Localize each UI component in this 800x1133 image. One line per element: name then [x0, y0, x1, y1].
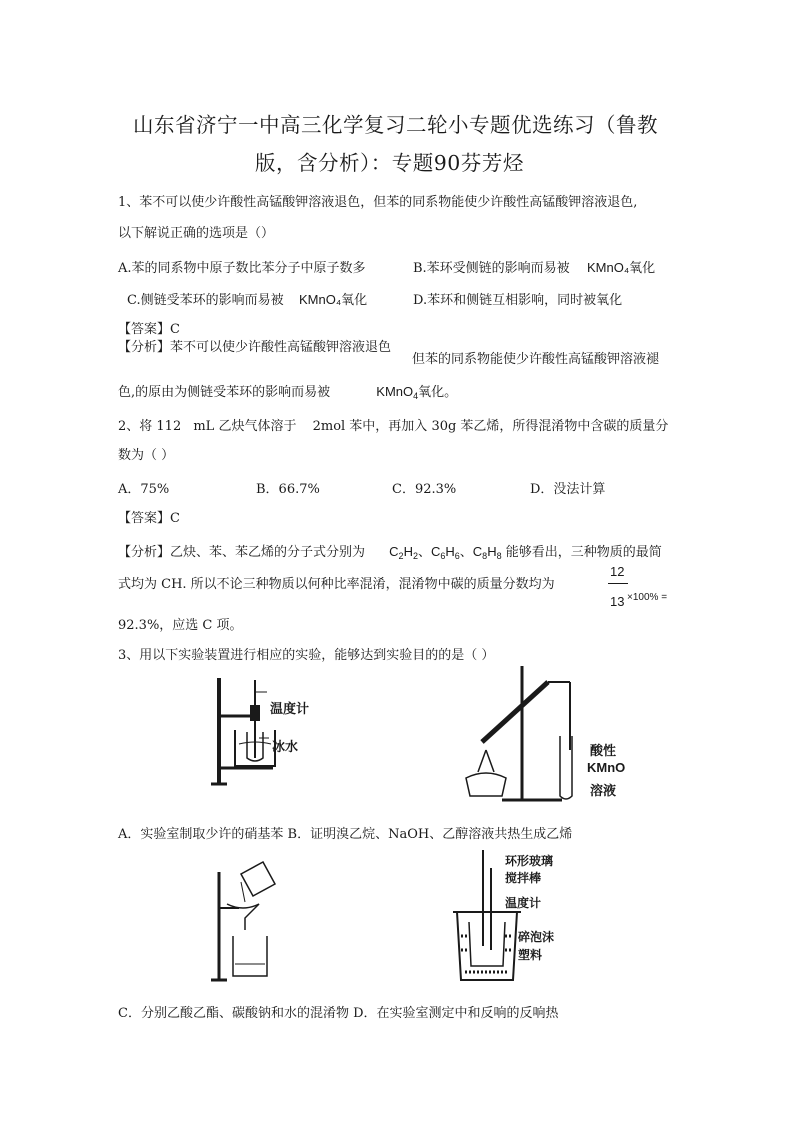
q2-stem-part2: mL 乙炔气体溶于 — [193, 419, 297, 434]
q1-option-c: C.侧链受苯环的影响而易被 — [127, 293, 284, 308]
q2-analysis-text-right: 能够看出，三种物质的最简 — [505, 545, 662, 560]
fraction-tail: ×100% = — [627, 592, 668, 603]
figure-b-label-kmno: KMnO — [587, 760, 626, 775]
q1-analysis-subscript: 4 — [413, 391, 419, 401]
delivery-tube — [482, 682, 548, 742]
figure-b-label-solution: 溶液 — [590, 783, 617, 798]
figure-b-label-acidic: 酸性 — [590, 743, 617, 758]
q2-analysis-text: 【分析】乙炔、苯、苯乙烯的分子式分别为 — [118, 545, 366, 560]
fraction-numerator: 12 — [610, 564, 625, 579]
q2-stem-part3: 2mol 苯中，再加入 30g 苯乙烯，所得混淆物中含碳的质量分 — [312, 419, 669, 434]
page-title-line2: 版，含分析）：专题90芬芳烃 — [255, 151, 524, 175]
q1-analysis-kmno: KMnO — [376, 384, 414, 399]
fraction-denominator: 13 — [610, 594, 625, 609]
q2-formulas: $C_2H_2$、$C_6H_6$、$C_8H_8$ — [389, 544, 502, 561]
figure-a-apparatus — [205, 672, 335, 792]
figure-b-apparatus — [462, 660, 592, 806]
alcohol-lamp — [466, 773, 506, 796]
inner-beaker — [469, 922, 505, 966]
q1-analysis-line1-right: 但苯的同系物能使少许酸性高锰酸钾溶液褪 — [412, 352, 660, 367]
caption-ab: A．实验室制取少许的硝基苯 B．证明溴乙烷、NaOH、乙醇溶液共热生成乙烯 — [118, 827, 573, 842]
q1-stem-line2: 以下解说正确的选项是（） — [118, 226, 275, 241]
q2-analysis-line3: 92.3%，应选 C 项。 — [118, 618, 243, 633]
q2-analysis-line1 — [118, 541, 662, 561]
figure-a-label-ice-water: 冰水 — [272, 739, 299, 754]
q2-option-b: B．66.7% — [256, 482, 320, 497]
q1-answer: 【答案】C — [118, 322, 180, 337]
q1-option-b-kmno4: KMnO₄氧化 — [587, 260, 656, 275]
fraction-bar — [608, 583, 628, 584]
q1-analysis-line2 — [118, 381, 457, 401]
q1-analysis-tail: 氧化。 — [418, 385, 458, 400]
outer-beaker — [457, 912, 517, 980]
figure-d-label-thermometer: 温度计 — [505, 896, 542, 910]
q2-stem-line1 — [118, 415, 668, 434]
q2-analysis-line2: 式均为 CH. 所以不论三种物质以何种比率混淆，混淆物中碳的质量分数均为 — [118, 577, 555, 592]
q3-stem: 3、用以下实验装置进行相应的实验，能够达到实验目的的是（ ） — [118, 648, 495, 663]
q2-option-c: C．92.3% — [392, 482, 457, 497]
pouring-beaker — [241, 862, 275, 896]
figure-c-apparatus — [205, 856, 305, 986]
q2-answer: 【答案】C — [118, 511, 180, 526]
q2-option-d: D．没法计算 — [530, 482, 606, 497]
q1-option-b: B.苯环受侧链的影响而易被 — [413, 261, 570, 276]
figure-d-label-foam: 碎泡沫 — [518, 930, 555, 944]
q2-stem-part1: 2、将 112 — [118, 419, 182, 434]
page-title-line1: 山东省济宁一中高三化学复习二轮小专题优选练习（鲁教 — [133, 113, 658, 137]
figure-a-label-thermometer: 温度计 — [270, 701, 310, 716]
q2-option-a: A．75% — [118, 482, 170, 497]
q1-option-a: A.苯的同系物中原子数比苯分子中原子数多 — [118, 261, 366, 276]
q1-option-d: D.苯环和侧链互相影响，同时被氧化 — [413, 293, 623, 308]
caption-cd: C．分别乙酸乙酯、碳酸钠和水的混淆物 D．在实验室测定中和反响的反响热 — [118, 1006, 559, 1021]
q1-analysis-text: 色,的原由为侧链受苯环的影响而易被 — [118, 385, 331, 400]
q1-stem-line1: 1、苯不可以使少许酸性高锰酸钾溶液退色，但苯的同系物能使少许酸性高锰酸钾溶液退色, — [118, 195, 638, 210]
receiving-beaker — [233, 936, 267, 976]
q2-stem-line2: 数为（ ） — [118, 448, 175, 463]
figure-d-label-stirrer: 搅拌棒 — [505, 871, 542, 885]
figure-d-label-plastic: 塑料 — [518, 948, 543, 962]
figure-d-label-ring-glass: 环形玻璃 — [505, 854, 554, 868]
q1-analysis-line1: 【分析】苯不可以使少许酸性高锰酸钾溶液退色 — [118, 340, 392, 355]
q1-option-c-kmno4: KMnO₄氧化 — [299, 292, 368, 307]
